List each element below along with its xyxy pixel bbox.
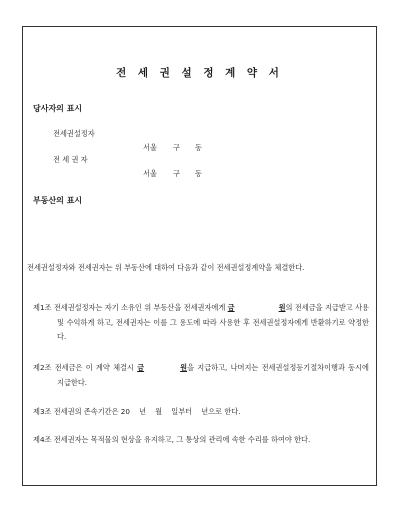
clause-2-suffix: 을 지급하고, 나머지는 전세권설정등기절차이행과 동시에 지급한다.: [57, 363, 369, 387]
parties-heading: 당사자의 표시: [33, 104, 83, 113]
contract-document: [22, 26, 377, 486]
clause-2-amount: 금 원: [137, 363, 188, 372]
clause-3: 제3조 전세권의 존속기간은 20 년 월 일부터 년으로 한다.: [33, 407, 241, 416]
clause-1-prefix: 제1조 전세권설정자는 자기 소유인 위 부동산을 전세권자에게: [33, 303, 228, 312]
grantor-address-dong: 동: [195, 143, 202, 152]
holder-address-dong: 동: [195, 169, 202, 178]
grantor-address-city: 서울: [143, 143, 157, 152]
intro-paragraph: 전세권설정자와 전세권자는 위 부동산에 대하여 다음과 같이 전세권설정계약을 체결한다.: [27, 263, 305, 272]
grantor-address-district: 구: [173, 143, 180, 152]
clause-4: 제4조 전세권자는 목적물의 현상을 유지하고, 그 통상의 관리에 속한 수리를 하여야 한다.: [33, 435, 311, 444]
holder-address-city: 서울: [143, 169, 157, 178]
clause-2-prefix: 제2조 전세금은 이 계약 체결시: [33, 363, 138, 372]
clause-1-amount: 금 원: [227, 303, 286, 312]
property-heading: 부동산의 표시: [33, 196, 83, 205]
holder-address-district: 구: [173, 169, 180, 178]
document-title: 전 세 권 설 정 계 약 서: [116, 67, 283, 79]
clause-2: [33, 361, 369, 390]
holder-label: 전 세 권 자: [53, 155, 88, 164]
clause-1: [33, 301, 369, 345]
grantor-label: 전세권설정자: [53, 129, 95, 138]
clause-1-suffix: 의 전세금을 지급받고 사용 및 수익하게 하고, 전세권자는 이를 그 용도에 따라 사용한 후 전세권설정자에게 반환하기로 약정한다.: [57, 303, 369, 341]
